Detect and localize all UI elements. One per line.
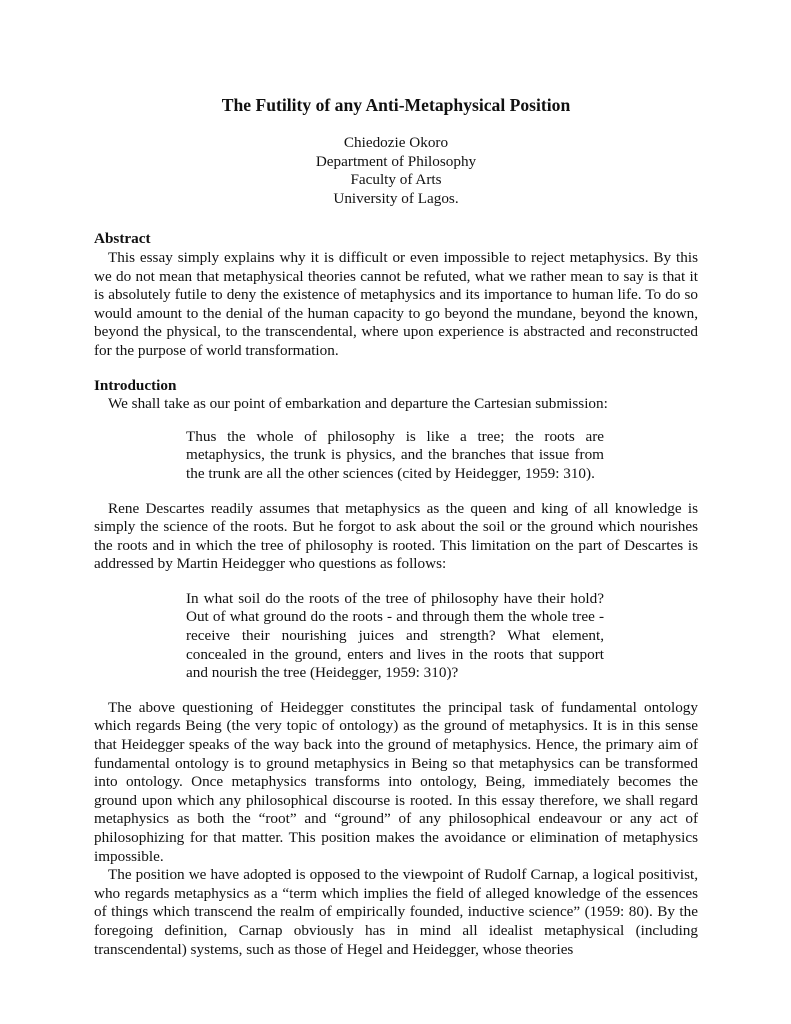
author-faculty: Faculty of Arts	[350, 171, 442, 189]
document-page	[94, 94, 698, 959]
heidegger-quote: In what soil do the roots of the tree of philosophy have their hold? Out of what ground do the roots - and through them the whole tree - receive their nourishing juices and strength? What element, concealed in the ground, enters and lives in the roots that support and nourish the tree (Heidegger, 1959: 310)?	[186, 589, 604, 682]
author-name: Chiedozie Okoro	[343, 134, 449, 151]
introduction-paragraph-2: Rene Descartes readily assumes that metaphysics as the queen and king of all knowledge is simply the science of the roots. But he forgot to ask about the soil or the ground which nourishes the roots and in which the tree of philosophy is rooted. This limitation on the part of Descartes is addressed by Martin Heidegger who questions as follows:	[94, 499, 698, 573]
introduction-heading: Introduction	[94, 376, 177, 394]
descartes-quote: Thus the whole of philosophy is like a tree; the roots are metaphysics, the trunk is physics, and the branches that issue from the trunk are all the other sciences (cited by Heidegger, 1959: 310).	[186, 427, 604, 482]
introduction-paragraph-3: The above questioning of Heidegger constitutes the principal task of fundamental ontology which regards Being (the very topic of ontology) as the ground of metaphysics. It is in this sense that Heidegger speaks of the way back into the ground of metaphysics. Hence, the primary aim of fundamental ontology is to ground metaphysics in Being so that metaphysics can be transformed into ontology. Once metaphysics transforms into ontology, Being, immediately becomes the ground upon which any philosophical discourse is rooted. In this essay therefore, we shall regard metaphysics as both the “root” and “ground” of any philosophical endeavour or any act of philosophizing for that matter. This position makes the avoidance or elimination of metaphysics impossible.	[94, 698, 698, 865]
introduction-lead: We shall take as our point of embarkation and departure the Cartesian submission:	[108, 395, 608, 413]
paper-title: The Futility of any Anti-Metaphysical Position	[221, 95, 571, 115]
introduction-paragraph-4: The position we have adopted is opposed to the viewpoint of Rudolf Carnap, a logical positivist, who regards metaphysics as a “term which implies the field of alleged knowledge of the essences of things which transcend the realm of empirically founded, inductive science” (1959: 80). By the foregoing definition, Carnap obviously has in mind all idealist metaphysical (including transcendental) systems, such as those of Hegel and Heidegger, whose theories	[94, 866, 698, 958]
author-university: University of Lagos.	[333, 189, 459, 207]
abstract-text: This essay simply explains why it is difficult or even impossible to reject metaphysics. By this we do not mean that metaphysical theories cannot be refuted, what we rather mean to say is that it is absolutely futile to deny the existence of metaphysics and its importance to human life. To do so would amount to the denial of the human capacity to go beyond the mundane, beyond the known, beyond the physical, to the transcendental, where upon experience is abstracted and reconstructed for the purpose of world transformation.	[94, 248, 698, 359]
abstract-heading: Abstract	[94, 230, 151, 248]
author-block	[94, 134, 698, 208]
author-department: Department of Philosophy	[315, 152, 477, 170]
